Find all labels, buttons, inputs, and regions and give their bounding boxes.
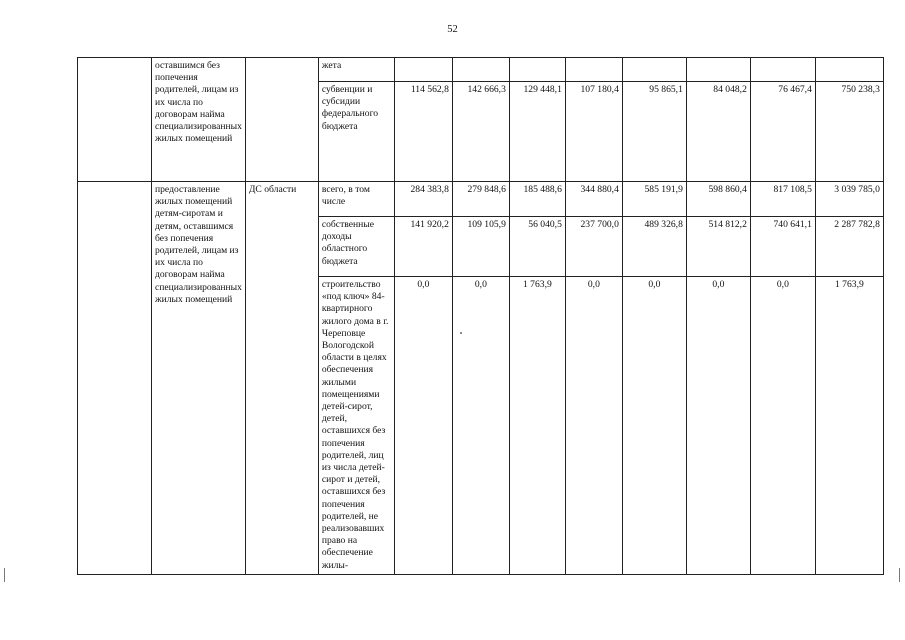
value-cell: 344 880,4 xyxy=(565,182,622,217)
value-cell: 1 763,9 xyxy=(815,277,883,575)
value-cell: 3 039 785,0 xyxy=(815,182,883,217)
value-cell: 1 763,9 xyxy=(509,277,565,575)
number-cell xyxy=(78,182,152,575)
value-cell: 514 812,2 xyxy=(686,217,750,277)
value-cell: 107 180,4 xyxy=(565,82,622,182)
value-cell xyxy=(622,58,686,82)
number-cell xyxy=(78,58,152,182)
value-cell: 598 860,4 xyxy=(686,182,750,217)
value-cell: 95 865,1 xyxy=(622,82,686,182)
value-cell: 142 666,3 xyxy=(452,82,509,182)
value-cell: 489 326,8 xyxy=(622,217,686,277)
value-cell: 284 383,8 xyxy=(394,182,452,217)
value-cell: 585 191,9 xyxy=(622,182,686,217)
value-cell: 0,0 xyxy=(686,277,750,575)
value-cell: 185 488,6 xyxy=(509,182,565,217)
funding-source-cell: собственные доходы областного бюджета xyxy=(318,217,394,277)
value-cell: 2 287 782,8 xyxy=(815,217,883,277)
value-cell: 84 048,2 xyxy=(686,82,750,182)
scan-edge-mark xyxy=(4,568,5,582)
value-cell: 114 562,8 xyxy=(394,82,452,182)
funding-source-cell: субвенции и субсидии федерального бюджета xyxy=(318,82,394,182)
value-cell xyxy=(394,58,452,82)
page-number: 52 xyxy=(447,24,458,35)
value-cell xyxy=(750,58,815,82)
value-cell: 237 700,0 xyxy=(565,217,622,277)
budget-table xyxy=(77,57,884,575)
scan-edge-mark xyxy=(899,568,900,582)
value-cell: 129 448,1 xyxy=(509,82,565,182)
funding-source-cell: всего, в том числе xyxy=(318,182,394,217)
value-cell xyxy=(509,58,565,82)
value-cell: 0,0 xyxy=(750,277,815,575)
funding-source-cell: строительство «под ключ» 84-квартирного жилого дома в г. Череповце Вологодской области в целях обеспечения жилыми помещениями детей-сирот, детей, оставшихся без попечения родителей, лиц из числа детей-сирот и детей, оставшихся без попечения родителей, не реализовавших право на обеспечение жилы- xyxy=(318,277,394,575)
value-cell xyxy=(452,58,509,82)
funding-source-cell: жета xyxy=(318,58,394,82)
value-cell: 0,0 xyxy=(622,277,686,575)
value-cell: 279 848,6 xyxy=(452,182,509,217)
value-cell: 56 040,5 xyxy=(509,217,565,277)
value-cell: 141 920,2 xyxy=(394,217,452,277)
value-cell: 0,0 xyxy=(565,277,622,575)
program-cell: оставшимся без попечения родителей, лицам из их числа по договорам найма специализированных жилых помещений xyxy=(152,58,246,182)
value-cell: 0,0 xyxy=(394,277,452,575)
value-cell xyxy=(565,58,622,82)
table-row xyxy=(78,182,884,217)
scan-speck xyxy=(460,332,462,334)
executor-cell xyxy=(245,58,318,182)
value-cell: 817 108,5 xyxy=(750,182,815,217)
value-cell: 740 641,1 xyxy=(750,217,815,277)
table-row xyxy=(78,58,884,82)
value-cell: 750 238,3 xyxy=(815,82,883,182)
executor-cell: ДС области xyxy=(245,182,318,575)
value-cell: 76 467,4 xyxy=(750,82,815,182)
value-cell: 109 105,9 xyxy=(452,217,509,277)
value-cell xyxy=(686,58,750,82)
program-cell: предоставление жилых помещений детям-сиротам и детям, оставшимся без попечения родителей, лицам из их числа по договорам найма специализированных жилых помещений xyxy=(152,182,246,575)
value-cell: 0,0 xyxy=(452,277,509,575)
value-cell xyxy=(815,58,883,82)
